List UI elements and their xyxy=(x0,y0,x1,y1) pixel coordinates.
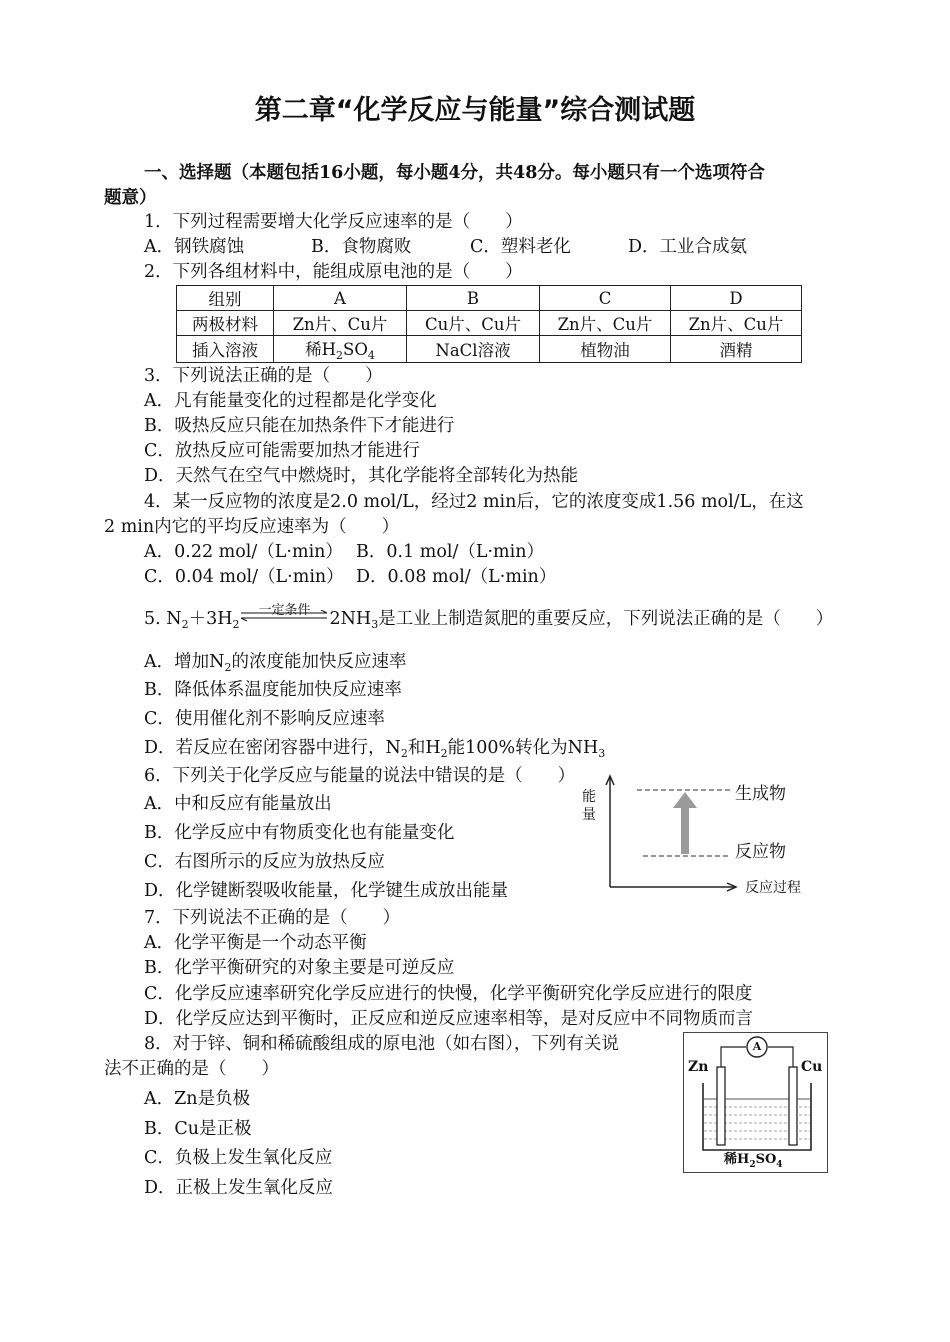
section-heading-cont: 题意） xyxy=(104,188,157,208)
table-cell: 酒精 xyxy=(671,336,802,363)
q4-option-a: A．0.22 mol/（L·min） xyxy=(144,542,343,562)
subscript: 2 xyxy=(224,661,232,674)
q2-stem: 2．下列各组材料中，能组成原电池的是（ ） xyxy=(144,262,523,282)
table-header-row xyxy=(177,286,802,311)
q3-option-b: B．吸热反应只能在加热条件下才能进行 xyxy=(144,416,455,436)
subscript: 2 xyxy=(181,618,189,631)
electrolyte-text: 稀 xyxy=(724,1152,738,1167)
q4-stem: 4．某一反应物的浓度是2.0 mol/L，经过2 min后，它的浓度变成1.56 mol/L，在这 xyxy=(144,492,804,512)
ammeter-label: A xyxy=(752,1040,762,1053)
q5-option-a xyxy=(144,650,406,680)
electrolyte-text: SO xyxy=(755,1152,777,1167)
q5-text: ＋3H xyxy=(188,609,233,629)
subscript: 2 xyxy=(400,747,408,760)
q6-option-a: A．中和反应有能量放出 xyxy=(144,794,332,814)
q1-option-d: D．工业合成氨 xyxy=(628,237,748,257)
materials-table xyxy=(176,285,802,363)
subscript: 3 xyxy=(598,747,606,760)
table-cell: B xyxy=(407,286,540,311)
q5-text: 5. N xyxy=(144,609,182,629)
reaction-condition: 一定条件 xyxy=(258,603,311,618)
q7-stem: 7．下列说法不正确的是（ ） xyxy=(144,908,401,928)
q5-text: D．若反应在密闭容器中进行，N xyxy=(144,738,401,758)
table-cell: D xyxy=(671,286,802,311)
subscript: 2 xyxy=(336,349,344,362)
section-heading: 一、选择题（本题包括16小题，每小题4分，共48分。每小题只有一个选项符合 xyxy=(144,163,765,183)
q1-option-a: A．钢铁腐蚀 xyxy=(144,237,245,257)
table-cell: 植物油 xyxy=(540,336,671,363)
cu-electrode-label: Cu xyxy=(801,1059,823,1075)
product-label: 生成物 xyxy=(735,784,786,804)
q5-text: A．增加N xyxy=(144,652,225,672)
energy-y-label-cont: 量 xyxy=(582,807,596,823)
q5-text: 2NH xyxy=(329,609,372,629)
q8-stem-cont: 法不正确的是（ ） xyxy=(104,1059,279,1079)
q3-stem: 3．下列说法正确的是（ ） xyxy=(144,366,383,386)
q3-option-d: D．天然气在空气中燃烧时，其化学能将全部转化为热能 xyxy=(144,466,579,486)
formula-part: SO xyxy=(343,340,368,359)
galvanic-cell-figure xyxy=(683,1032,828,1173)
table-cell: A xyxy=(274,286,407,311)
q8-option-c: C．负极上发生氧化反应 xyxy=(144,1148,333,1168)
table-cell: 两极材料 xyxy=(177,311,274,336)
q7-option-d: D．化学反应达到平衡时，正反应和逆反应速率相等，是对反应中不同物质而言 xyxy=(144,1009,754,1029)
electrolyte-text: H xyxy=(737,1152,750,1167)
q5-option-b: B．降低体系温度能加快反应速率 xyxy=(144,680,402,700)
table-cell: Cu片、Cu片 xyxy=(407,311,540,336)
q3-option-c: C．放热反应可能需要加热才能进行 xyxy=(144,441,420,461)
subscript: 4 xyxy=(776,1160,783,1170)
page-title: 第二章“化学反应与能量”综合测试题 xyxy=(254,95,696,126)
q1-option-b: B．食物腐败 xyxy=(311,237,412,257)
q1-option-c: C．塑料老化 xyxy=(470,237,571,257)
formula-part: 稀H xyxy=(305,340,337,359)
subscript: 2 xyxy=(232,618,240,631)
q6-stem: 6．下列关于化学反应与能量的说法中错误的是（ ） xyxy=(144,766,576,786)
q5-option-d xyxy=(144,736,605,766)
reaction-progress-label: 反应过程 xyxy=(745,880,801,896)
q8-option-d: D．正极上发生氧化反应 xyxy=(144,1178,334,1198)
electrolyte-label xyxy=(724,1150,783,1175)
q8-option-a: A．Zn是负极 xyxy=(144,1089,251,1109)
q1-stem: 1．下列过程需要增大化学反应速率的是（ ） xyxy=(144,212,523,232)
reactant-label: 反应物 xyxy=(735,842,786,862)
q5-stem xyxy=(144,603,834,637)
q5-text: 的浓度能加快反应速率 xyxy=(231,652,407,672)
q4-stem-cont: 2 min内它的平均反应速率为（ ） xyxy=(104,517,400,537)
q6-option-b: B．化学反应中有物质变化也有能量变化 xyxy=(144,823,455,843)
q5-text: 能100%转化为NH xyxy=(447,738,599,758)
table-cell: Zn片、Cu片 xyxy=(274,311,407,336)
energy-diagram xyxy=(575,770,835,900)
energy-y-label: 能 xyxy=(582,789,596,805)
subscript: 3 xyxy=(371,618,379,631)
q4-option-d: D．0.08 mol/（L·min） xyxy=(356,567,557,587)
q6-option-c: C．右图所示的反应为放热反应 xyxy=(144,852,385,872)
q7-option-b: B．化学平衡研究的对象主要是可逆反应 xyxy=(144,958,455,978)
table-cell-formula xyxy=(274,336,407,363)
zn-electrode-label: Zn xyxy=(688,1059,709,1075)
table-cell: Zn片、Cu片 xyxy=(540,311,671,336)
table-cell: 插入溶液 xyxy=(177,336,274,363)
table-cell: C xyxy=(540,286,671,311)
q5-text: 是工业上制造氮肥的重要反应，下列说法正确的是（ ） xyxy=(378,609,834,629)
q8-option-b: B．Cu是正极 xyxy=(144,1119,252,1139)
q5-text: 和H xyxy=(407,738,441,758)
subscript: 2 xyxy=(749,1160,756,1170)
table-cell: Zn片、Cu片 xyxy=(671,311,802,336)
q4-option-b: B．0.1 mol/（L·min） xyxy=(356,542,545,562)
table-cell: NaCl溶液 xyxy=(407,336,540,363)
table-row xyxy=(177,336,802,363)
subscript: 2 xyxy=(440,747,448,760)
q5-option-c: C．使用催化剂不影响反应速率 xyxy=(144,709,385,729)
subscript: 4 xyxy=(367,349,375,362)
q8-stem: 8．对于锌、铜和稀硫酸组成的原电池（如右图），下列有关说 xyxy=(144,1034,619,1054)
reversible-arrow xyxy=(239,603,329,626)
q7-option-a: A．化学平衡是一个动态平衡 xyxy=(144,933,367,953)
q7-option-c: C．化学反应速率研究化学反应进行的快慢，化学平衡研究化学反应进行的限度 xyxy=(144,984,753,1004)
q6-option-d: D．化学键断裂吸收能量，化学键生成放出能量 xyxy=(144,881,509,901)
equilibrium-arrow-icon xyxy=(239,610,329,622)
table-cell: 组别 xyxy=(177,286,274,311)
q3-option-a: A．凡有能量变化的过程都是化学变化 xyxy=(144,391,437,411)
q4-option-c: C．0.04 mol/（L·min） xyxy=(144,567,344,587)
table-row xyxy=(177,311,802,336)
